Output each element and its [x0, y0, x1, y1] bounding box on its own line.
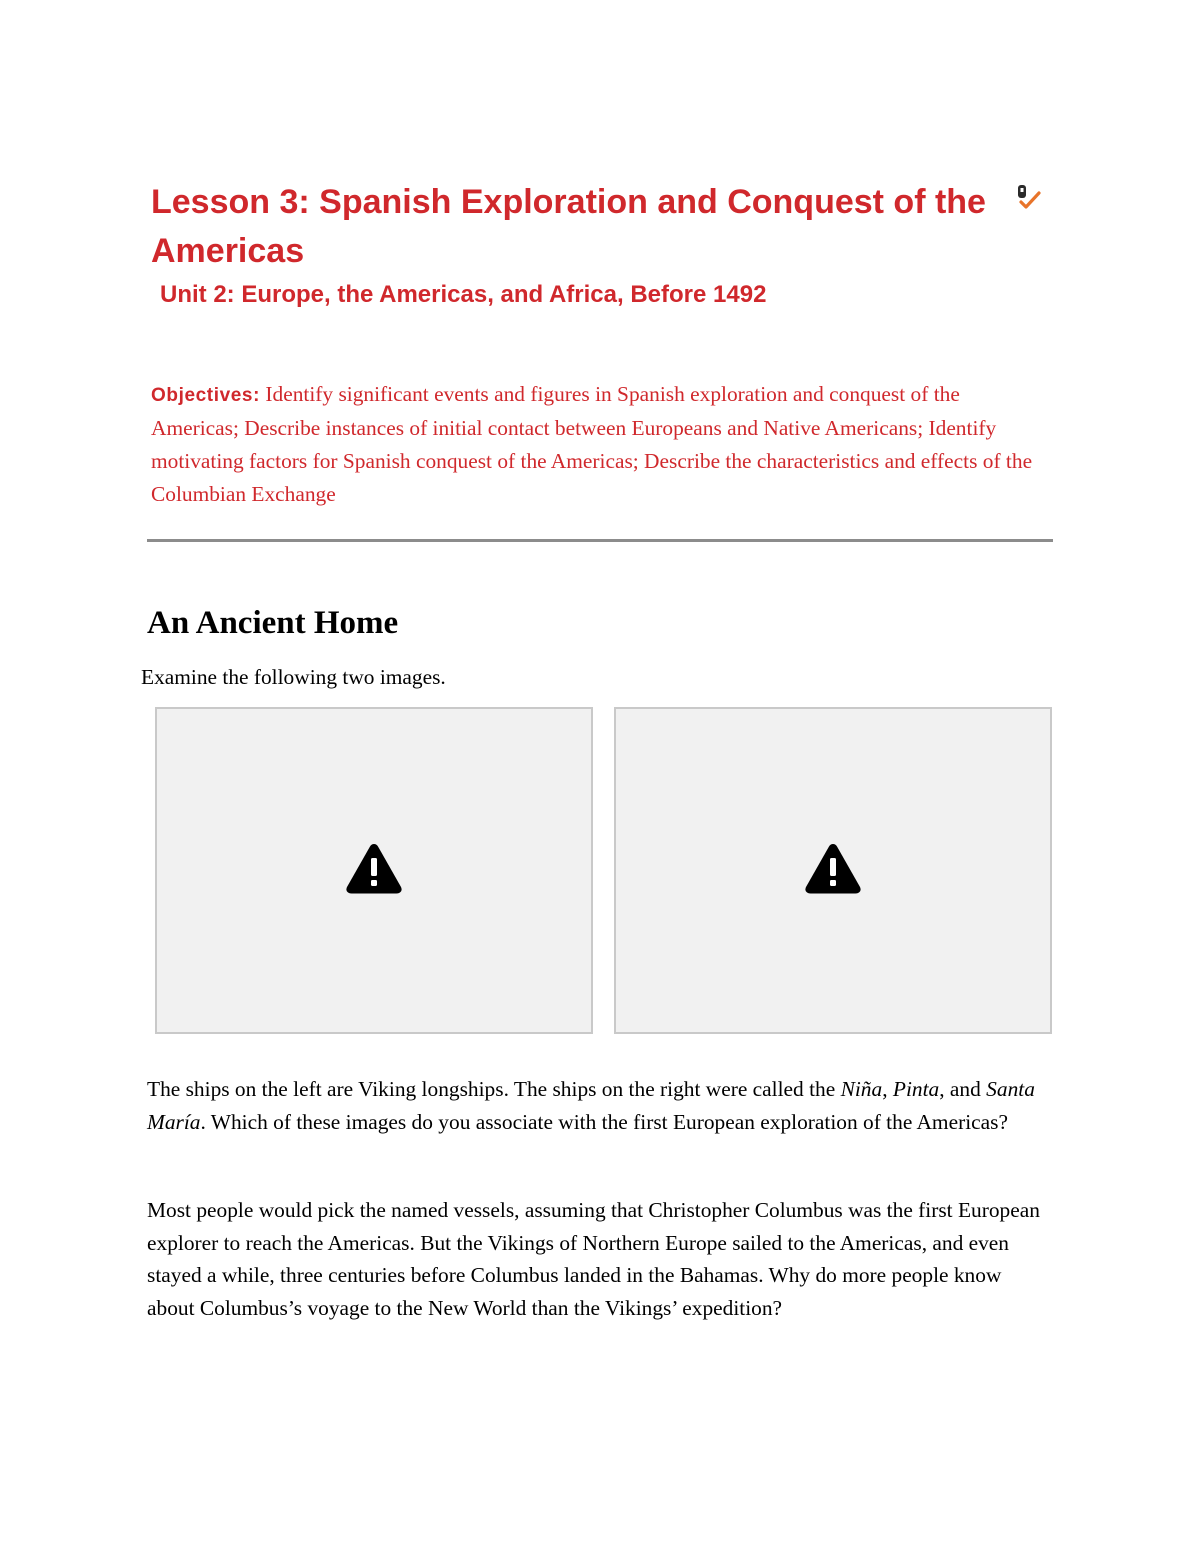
- lock-check-icon[interactable]: [1012, 182, 1042, 212]
- intro-text: Examine the following two images.: [141, 665, 446, 689]
- separator: ,: [882, 1077, 893, 1101]
- ships-paragraph-question: . Which of these images do you associate with the first European exploration of the Americas?: [200, 1109, 1008, 1134]
- objectives-text: Identify significant events and figures in Spanish exploration and conquest of the Americas; Describe instances of initial contact between Europeans and Native Americans; Identify motivating factors for Spanish conquest of the Americas; Describe the characteristics and effects of the Columbian Exchange: [151, 382, 1033, 506]
- section-divider: [147, 539, 1053, 542]
- broken-image-warning-icon: [804, 842, 862, 894]
- ship-name-nina: Niña: [840, 1077, 883, 1101]
- viking-longships-image-placeholder[interactable]: [155, 707, 593, 1034]
- ship-name-santa-maria: Santa María: [147, 1077, 1035, 1134]
- lesson-title: Lesson 3: Spanish Exploration and Conquest of the Americas: [151, 183, 986, 270]
- objectives-label: Objectives:: [151, 385, 261, 406]
- section-heading: An Ancient Home: [147, 605, 399, 641]
- objectives: [151, 378, 1041, 511]
- separator: , and: [939, 1077, 987, 1101]
- columbus-ships-image-placeholder[interactable]: [614, 707, 1052, 1034]
- unit-title: Unit 2: Europe, the Americas, and Africa, Before 1492: [160, 281, 767, 308]
- broken-image-warning-icon: [345, 842, 403, 894]
- ship-name-pinta: Pinta: [892, 1077, 940, 1101]
- ships-paragraph-text: The ships on the left are Viking longships. The ships on the right were called the: [147, 1077, 841, 1101]
- vikings-paragraph: Most people would pick the named vessels, assuming that Christopher Columbus was the first European explorer to reach the Americas. But the Vikings of Northern Europe sailed to the Americas, and even stayed a while, three centuries before Columbus landed in the Bahamas. Why do more people know about Columbus’s voyage to the New World than the Vikings’ expedition?: [147, 1198, 1040, 1320]
- ships-paragraph: [147, 1073, 1047, 1138]
